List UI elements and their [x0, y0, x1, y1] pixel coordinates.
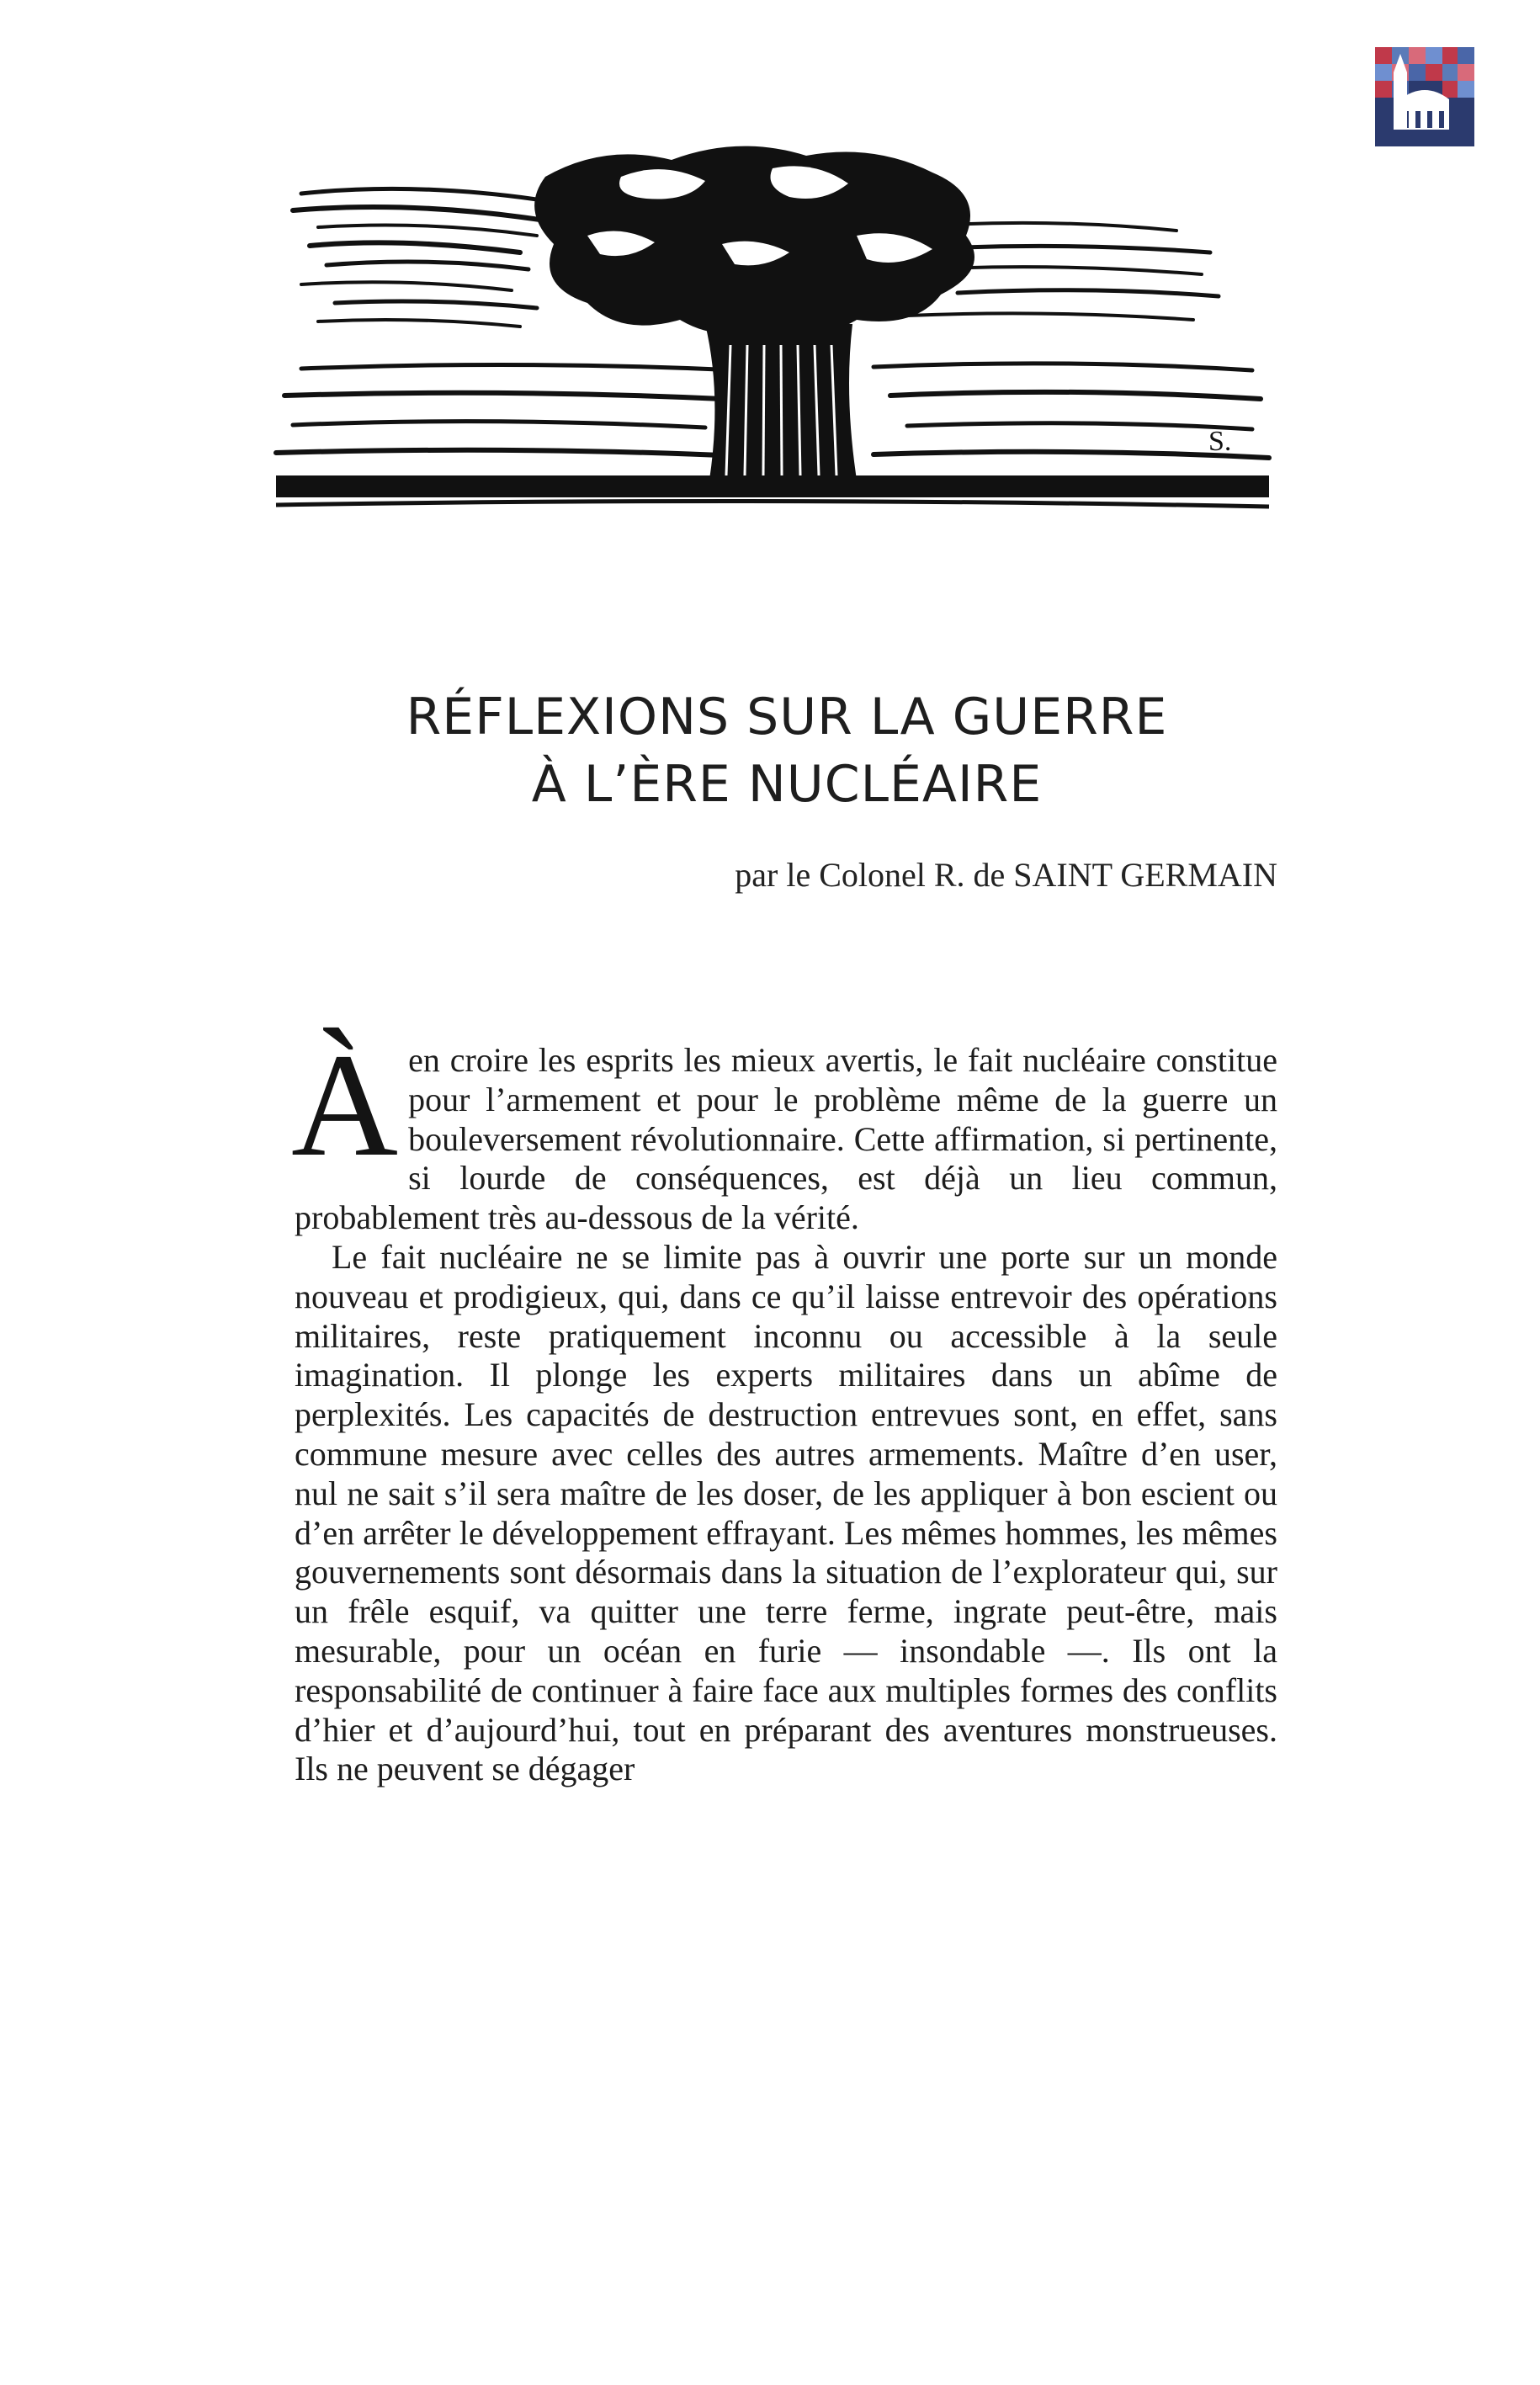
mushroom-cloud-drawing	[268, 143, 1277, 530]
paragraph-2: Le fait nucléaire ne se limite pas à ouvrir une porte sur un monde nouveau et prodigieux, qui, dans ce qu’il laisse entrevoir des opérations militaires, reste pratiquement inconnu ou accessible à la seule imagination. Il plonge les experts militaires dans un abîme de perplexités. Les capacités de destruction entrevues sont, en effet, sans commune mesure avec celles des autres armements. Maître d’en user, nul ne sait s’il sera maître de les doser, de les appliquer à bon escient ou d’en arrêter le développement effrayant. Les mêmes hommes, les mêmes gouvernements sont désormais dans la situation de l’explorateur qui, sur un frêle esquif, va quitter une terre ferme, ingrate peut-être, mais mesurable, pour un océan en furie — insondable —. Ils ont la responsabilité de continuer à faire face aux multiples formes des conflits d’hier et d’aujourd’hui, tout en préparant des aventures monstrueuses. Ils ne peuvent se dégager	[295, 1237, 1277, 1788]
paragraph-1	[291, 1023, 1277, 1238]
drop-cap: À	[291, 1023, 399, 1187]
nuclear-explosion-illustration	[268, 143, 1277, 530]
article-title-line-2: À L’ÈRE NUCLÉAIRE	[531, 755, 1043, 814]
illustration-signature: S.	[1208, 426, 1232, 457]
publisher-logo-image	[1375, 47, 1474, 146]
paragraph-1-text: en croire les esprits les mieux avertis, le fait nucléaire constitue pour l’armement et pour le problème même de la guerre un bouleversement révolutionnaire. Cette affirmation, si pertinente, si lourde de conséquences, est déjà un lieu commun, probablement très au-dessous de la vérité.	[295, 1041, 1277, 1237]
article-byline: par le Colonel R. de SAINT GERMAIN	[735, 856, 1277, 894]
publisher-logo	[1375, 47, 1474, 146]
article-body	[291, 1023, 1277, 1789]
article-title-line-1: RÉFLEXIONS SUR LA GUERRE	[406, 688, 1168, 746]
article-title	[286, 683, 1288, 818]
